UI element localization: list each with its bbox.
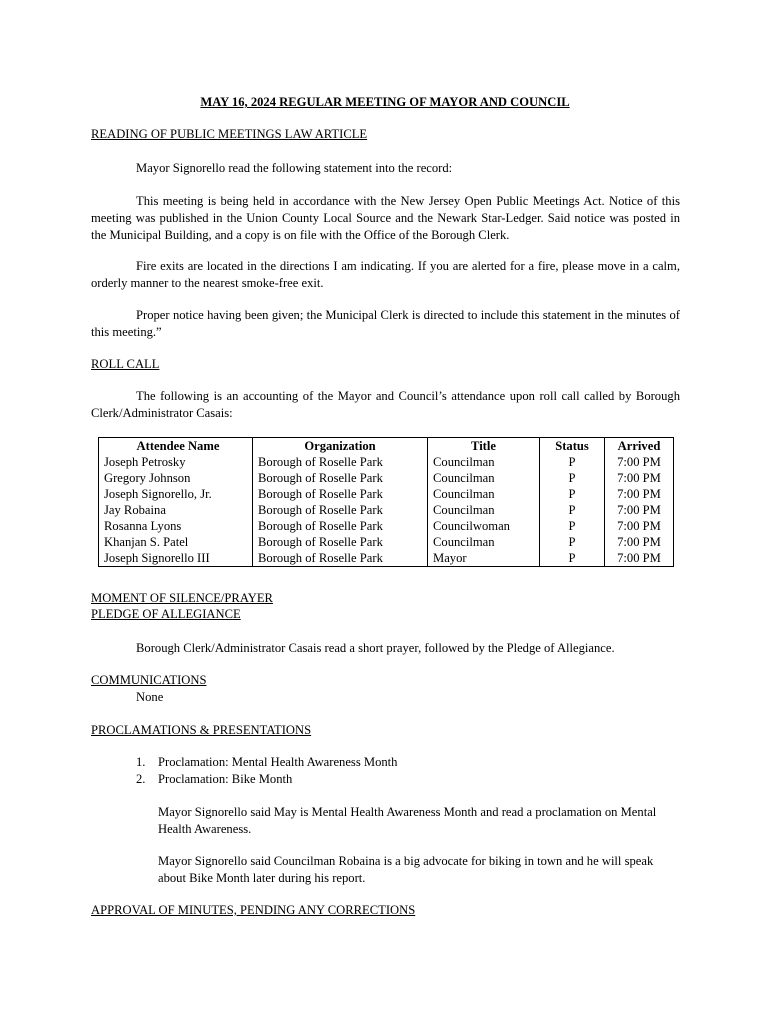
cell-arrived: 7:00 PM [605, 470, 674, 486]
cell-arrived: 7:00 PM [605, 454, 674, 470]
cell-title: Councilwoman [428, 518, 540, 534]
proclamation-list [136, 754, 397, 788]
list-item [136, 754, 397, 771]
cell-status: P [540, 454, 605, 470]
cell-attendee-name: Joseph Signorello III [99, 550, 253, 567]
section-heading-approval: APPROVAL OF MINUTES, PENDING ANY CORRECTIONS [91, 903, 416, 917]
cell-title: Mayor [428, 550, 540, 567]
reading-paragraph-1: This meeting is being held in accordance with the New Jersey Open Public Meetings Act. Notice of this meeting was published in the Union County Local Source and the Newark Star-Ledger. Said notice was posted in the Municipal Building, and a copy is on file with the Office of the Borough Clerk. [91, 194, 680, 242]
column-header-title: Title [428, 438, 540, 455]
cell-attendee-name: Rosanna Lyons [99, 518, 253, 534]
cell-attendee-name: Joseph Signorello, Jr. [99, 486, 253, 502]
column-header-organization: Organization [253, 438, 428, 455]
list-item [136, 771, 397, 788]
section-heading-silence: MOMENT OF SILENCE/PRAYER [91, 591, 273, 605]
reading-paragraph-2: Fire exits are located in the directions I am indicating. If you are alerted for a fire, please move in a calm, orderly manner to the nearest smoke-free exit. [91, 259, 680, 290]
proclamation-paragraph-2: Mayor Signorello said Councilman Robaina is a big advocate for biking in town and he will speak about Bike Month later during his report. [158, 854, 654, 885]
table-row [99, 486, 674, 502]
cell-title: Councilman [428, 454, 540, 470]
column-header-status: Status [540, 438, 605, 455]
cell-status: P [540, 486, 605, 502]
table-row [99, 470, 674, 486]
cell-title: Councilman [428, 486, 540, 502]
cell-organization: Borough of Roselle Park [253, 470, 428, 486]
cell-organization: Borough of Roselle Park [253, 550, 428, 567]
cell-organization: Borough of Roselle Park [253, 518, 428, 534]
cell-organization: Borough of Roselle Park [253, 502, 428, 518]
column-header-arrived: Arrived [605, 438, 674, 455]
table-row [99, 534, 674, 550]
cell-arrived: 7:00 PM [605, 518, 674, 534]
cell-title: Councilman [428, 470, 540, 486]
cell-arrived: 7:00 PM [605, 486, 674, 502]
section-heading-roll-call: ROLL CALL [91, 357, 160, 371]
cell-attendee-name: Gregory Johnson [99, 470, 253, 486]
table-header-row [99, 438, 674, 455]
cell-organization: Borough of Roselle Park [253, 486, 428, 502]
reading-paragraph-3: Proper notice having been given; the Municipal Clerk is directed to include this statement in the minutes of this meeting.” [91, 308, 680, 339]
silence-text: Borough Clerk/Administrator Casais read a short prayer, followed by the Pledge of Allegiance. [136, 641, 615, 655]
list-item-number: 1. [136, 755, 146, 769]
proclamation-paragraph-1: Mayor Signorello said May is Mental Health Awareness Month and read a proclamation on Mental Health Awareness. [158, 805, 657, 836]
cell-status: P [540, 502, 605, 518]
list-item-text: Proclamation: Mental Health Awareness Month [158, 755, 398, 769]
table-row [99, 518, 674, 534]
table-row [99, 550, 674, 567]
cell-title: Councilman [428, 502, 540, 518]
cell-attendee-name: Joseph Petrosky [99, 454, 253, 470]
table-row [99, 502, 674, 518]
cell-status: P [540, 470, 605, 486]
cell-status: P [540, 518, 605, 534]
cell-title: Councilman [428, 534, 540, 550]
cell-status: P [540, 550, 605, 567]
communications-text: None [136, 690, 164, 704]
table-row [99, 454, 674, 470]
cell-arrived: 7:00 PM [605, 502, 674, 518]
section-heading-communications: COMMUNICATIONS [91, 673, 207, 687]
page-title: MAY 16, 2024 REGULAR MEETING OF MAYOR AND COUNCIL [200, 95, 570, 109]
section-heading-pledge: PLEDGE OF ALLEGIANCE [91, 607, 241, 621]
section-heading-reading: READING OF PUBLIC MEETINGS LAW ARTICLE [91, 127, 368, 141]
attendance-table [98, 437, 674, 567]
cell-status: P [540, 534, 605, 550]
cell-attendee-name: Jay Robaina [99, 502, 253, 518]
cell-organization: Borough of Roselle Park [253, 454, 428, 470]
cell-attendee-name: Khanjan S. Patel [99, 534, 253, 550]
section-heading-proclamations: PROCLAMATIONS & PRESENTATIONS [91, 723, 312, 737]
roll-call-intro: The following is an accounting of the Mayor and Council’s attendance upon roll call called by Borough Clerk/Administrator Casais: [91, 389, 680, 420]
list-item-text: Proclamation: Bike Month [158, 772, 293, 786]
cell-arrived: 7:00 PM [605, 550, 674, 567]
cell-arrived: 7:00 PM [605, 534, 674, 550]
cell-organization: Borough of Roselle Park [253, 534, 428, 550]
list-item-number: 2. [136, 772, 146, 786]
column-header-attendee: Attendee Name [99, 438, 253, 455]
reading-intro: Mayor Signorello read the following statement into the record: [136, 161, 453, 175]
